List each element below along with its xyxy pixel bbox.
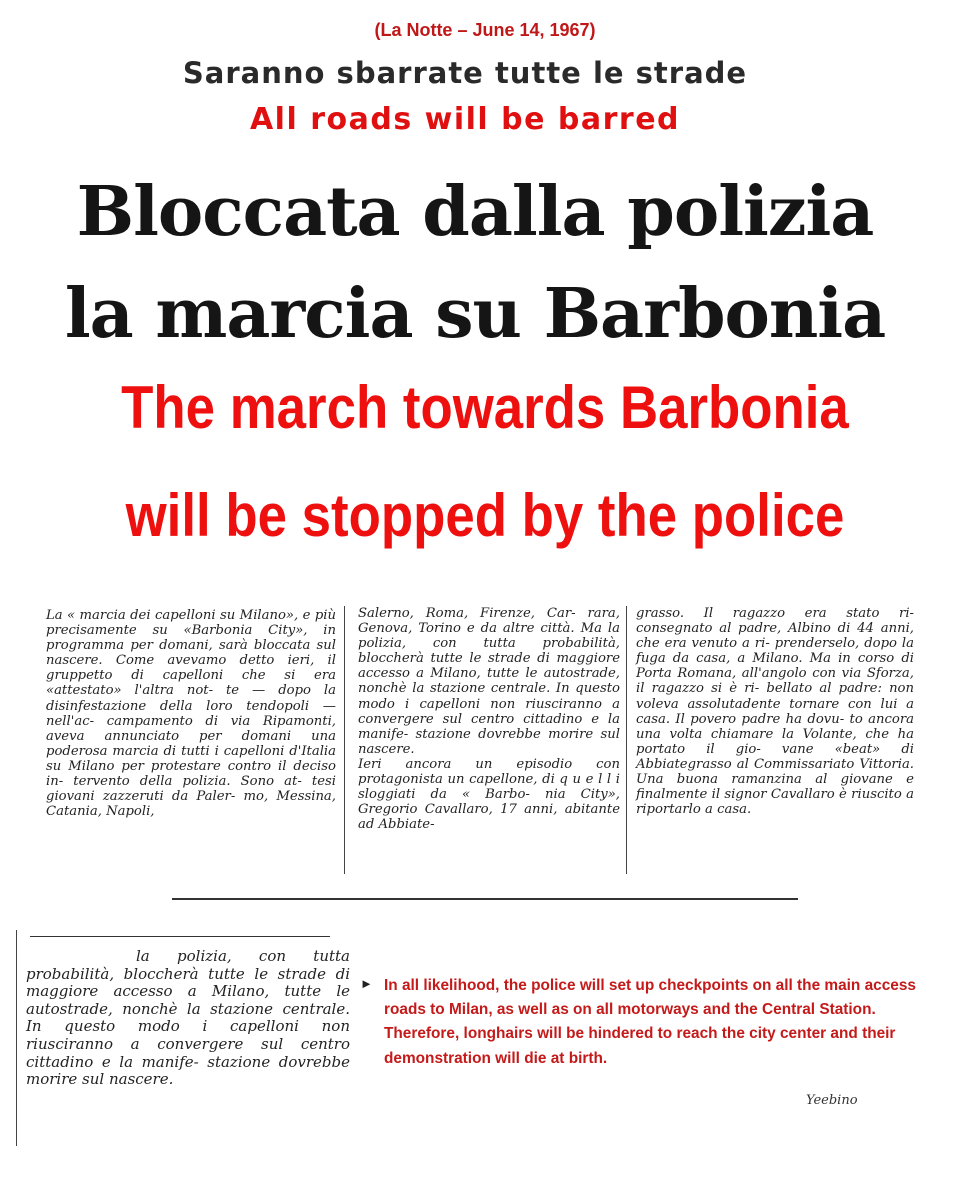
arrow-icon: ►	[360, 976, 373, 991]
article-column-1: La « marcia dei capelloni su Milano», e più precisamente su «Barbonia City», in programma per domani, sarà bloccata sul nascere. Come avevamo detto ieri, il gruppetto di capelloni che si era «attestato» l'altra not- te — dopo la disinfestazione della loro tendopoli — nell'ac- campamento di via Ripamonti, aveva annunciato per domani una poderosa marcia di tutti i capelloni d'Italia su Milano per protestare contro il deciso in- tervento della polizia. Sono at- tesi giovani zazzeruti da Paler- mo, Messina, Catania, Napoli,	[46, 608, 336, 820]
headline-english-line2: will be stopped by the police	[125, 482, 845, 549]
headline-italian-line1: Bloccata dalla polizia	[76, 172, 874, 252]
article-column-2: Salerno, Roma, Firenze, Car- rara, Genova, Torino e da altre città. Ma la polizia, con tutta probabilità, bloccherà tutte le strade di maggiore accesso a Milano, tutte le autostrade, nonchè la stazione centrale. In questo modo i capelloni non riusciranno a convergere sul centro cittadino e la manife- stazione dovrebbe morire sul nascere. Ieri ancora un episodio con protagonista un capellone, di q u e l l i sloggiati da « Barbo- nia City», Gregorio Cavallaro, 17 anni, abitante ad Abbiate-	[358, 606, 620, 833]
headline-english-line1: The march towards Barbonia	[121, 374, 849, 441]
excerpt-left-border	[16, 930, 17, 1146]
excerpt-top-rule	[30, 936, 330, 937]
column-divider-1	[344, 606, 345, 874]
article-bottom-rule	[172, 898, 798, 900]
source-line: (La Notte – June 14, 1967)	[374, 20, 596, 40]
column-divider-2	[626, 606, 627, 874]
headline-italian-line2: la marcia su Barbonia	[64, 274, 886, 354]
author-signature: Yeebino	[806, 1093, 858, 1108]
article-column-3: grasso. Il ragazzo era stato ri- consegnato al padre, Albino di 44 anni, che era venuto a ri- prenderselo, dopo la fuga da casa, a Milano. Ma in corso di Porta Romana, all'angolo con via Sforza, il ragazzo si è ri- bellato al padre: non voleva assolutadente tornare con lui a casa. Il povero padre ha dovu- to ancora una volta chiamare la Volante, che ha portato il gio- vane «beat» di Abbiategrasso al Commissariato Vittoria. Una buona ramanzina al giovane e finalmente il signor Cavallaro è riuscito a riportarlo a casa.	[636, 606, 914, 818]
kicker-english: All roads will be barred	[249, 102, 681, 137]
excerpt-text: la polizia, con tutta probabilità, bloccherà tutte le strade di maggiore accesso a Milano, tutte le autostrade, nonchè la stazione centrale. In questo modo i capelloni non riusciranno a convergere sul centro cittadino e la manife- stazione dovrebbe morire sul nascere.	[26, 947, 350, 1089]
excerpt-translation: In all likelihood, the police will set up checkpoints on all the main access roads to Milan, as well as on all motorways and the Central Station. Therefore, longhairs will be hindered to reach the city center and their demonstration will die at birth.	[384, 977, 916, 1067]
kicker-italian: Saranno sbarrate tutte le strade	[182, 56, 748, 90]
